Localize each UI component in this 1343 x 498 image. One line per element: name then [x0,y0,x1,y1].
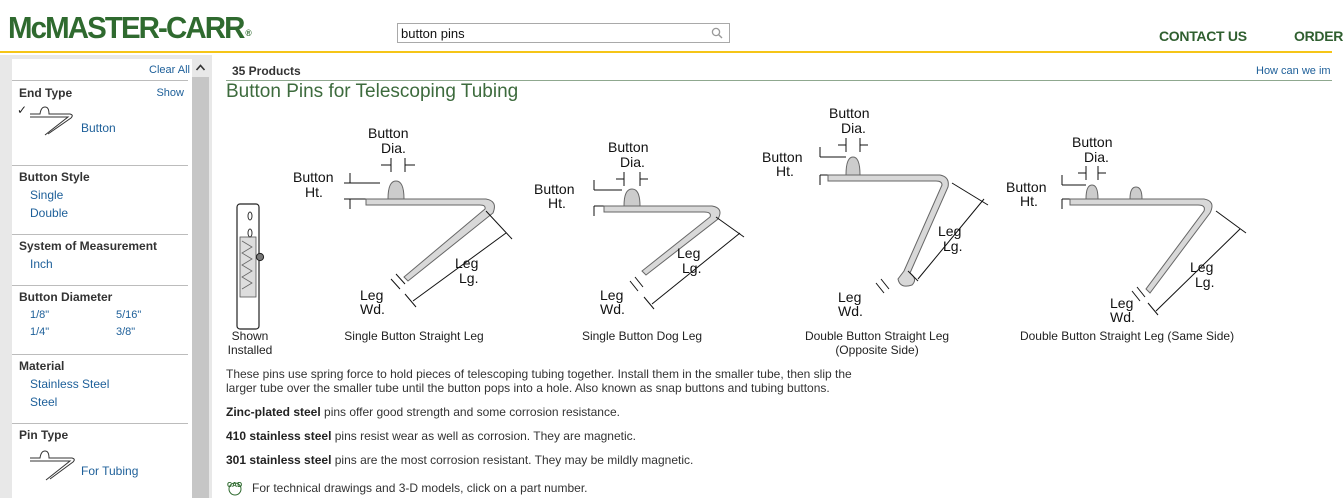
caption-double-same-side: Double Button Straight Leg (Same Side) [1019,329,1235,343]
search-icon[interactable] [711,27,723,39]
svg-text:Lg.: Lg. [682,260,702,276]
facet-option-3-8[interactable]: 3/8" [116,326,136,338]
svg-text:Leg: Leg [1110,295,1134,311]
svg-text:Ht.: Ht. [776,163,794,179]
sidebar-scrollbar[interactable] [192,77,209,498]
caption-single-straight-leg: Single Button Straight Leg [344,329,484,343]
svg-text:Dia.: Dia. [1084,149,1109,165]
facet-option-1-4[interactable]: 1/4" [30,326,50,338]
svg-text:Wd.: Wd. [360,301,385,317]
button-pin-icon [28,104,74,136]
clear-all-link[interactable]: Clear All [149,64,190,76]
filter-sidebar [12,59,192,498]
svg-text:Leg: Leg [455,255,479,271]
facet-option-single[interactable]: Single [30,188,64,202]
svg-text:CAD: CAD [227,482,243,489]
facet-option-button[interactable]: Button [81,121,116,135]
product-count: 35 Products [232,64,301,78]
svg-text:Leg: Leg [838,289,862,305]
facet-system-of-measurement [12,234,188,285]
nav-contact-us[interactable]: CONTACT US [1159,28,1247,44]
facet-title-pin-type: Pin Type [19,428,69,442]
svg-text:Leg: Leg [600,287,624,303]
svg-text:Leg: Leg [938,223,962,239]
diagram-double-same-side [1006,133,1256,325]
caption-single-dog-leg: Single Button Dog Leg [581,329,703,343]
site-header [0,0,1343,53]
diagram-single-straight-leg [288,121,518,317]
svg-text:Ht.: Ht. [305,184,323,200]
page-title: Button Pins for Telescoping Tubing [226,81,519,102]
svg-text:Button: Button [534,181,575,197]
svg-text:Leg: Leg [677,245,701,261]
facet-material [12,354,188,423]
material-zinc-plated: Zinc-plated steel pins offer good strength and some corrosion resistance. [226,405,620,419]
svg-text:Leg: Leg [360,287,384,303]
tubing-pin-icon [28,446,78,482]
diagram-double-opposite-side [760,103,1000,319]
checkmark-icon: ✓ [17,103,28,117]
svg-text:Dia.: Dia. [841,120,866,136]
facet-title-end-type: End Type [19,86,73,100]
facet-option-1-8[interactable]: 1/8" [30,309,50,321]
facet-title-material: Material [19,359,65,373]
facet-option-for-tubing[interactable]: For Tubing [81,464,139,478]
installed-tube-illustration [230,199,270,334]
svg-text:Button: Button [1072,134,1113,150]
cad-icon [226,479,246,497]
svg-text:Dia.: Dia. [620,154,645,170]
svg-text:Button: Button [829,105,870,121]
material-410-stainless: 410 stainless steel pins resist wear as well as corrosion. They are magnetic. [226,429,636,443]
facet-title-system: System of Measurement [19,239,158,253]
svg-text:Lg.: Lg. [459,270,479,286]
svg-text:Ht.: Ht. [1020,193,1038,209]
svg-text:Wd.: Wd. [1110,309,1135,325]
svg-text:Lg.: Lg. [943,238,963,254]
svg-text:Button: Button [608,139,649,155]
svg-text:Dia.: Dia. [381,140,406,156]
caption-shown-installed: Shown Installed [227,329,273,357]
facet-pin-type [12,423,188,498]
svg-text:Button: Button [762,149,803,165]
cad-info-text: For technical drawings and 3-D models, click on a part number. [252,481,588,495]
svg-text:Button: Button [293,169,334,185]
nav-order[interactable]: ORDER [1294,28,1343,44]
facet-button-style [12,165,188,234]
svg-text:Button: Button [368,125,409,141]
search-box[interactable] [397,23,730,43]
facet-option-stainless-steel[interactable]: Stainless Steel [30,377,110,391]
description-paragraph: These pins use spring force to hold pieces of telescoping tubing together. Install them in the smaller tube, then slip the larger tube over the smaller tube until the button pops into a hole. Also known as snap buttons and tubing buttons. [226,367,852,395]
show-link[interactable]: Show [156,87,184,99]
svg-text:Wd.: Wd. [600,301,625,317]
facet-title-button-diameter: Button Diameter [19,290,113,304]
scroll-up-chevron-icon[interactable] [195,63,206,73]
caption-double-opposite-side: Double Button Straight Leg (Opposite Side) [804,329,950,357]
search-input[interactable] [398,24,698,42]
svg-text:Leg: Leg [1190,259,1214,275]
main-content [222,59,1332,498]
facet-title-button-style: Button Style [19,170,90,184]
help-link[interactable]: How can we im [1256,65,1331,77]
facet-end-type [12,80,188,165]
diagram-single-dog-leg [532,137,752,317]
facet-option-5-16[interactable]: 5/16" [116,309,142,321]
svg-text:Wd.: Wd. [838,303,863,319]
facet-option-inch[interactable]: Inch [30,257,53,271]
svg-text:Lg.: Lg. [1195,274,1215,290]
svg-text:Ht.: Ht. [548,195,566,211]
material-301-stainless: 301 stainless steel pins are the most corrosion resistant. They may be mildly magnetic. [226,453,694,467]
site-logo[interactable]: McMASTER-CARR ® [8,10,252,45]
facet-button-diameter [12,285,188,354]
facet-option-double[interactable]: Double [30,206,69,220]
facet-option-steel[interactable]: Steel [30,395,58,409]
svg-text:Button: Button [1006,179,1047,195]
